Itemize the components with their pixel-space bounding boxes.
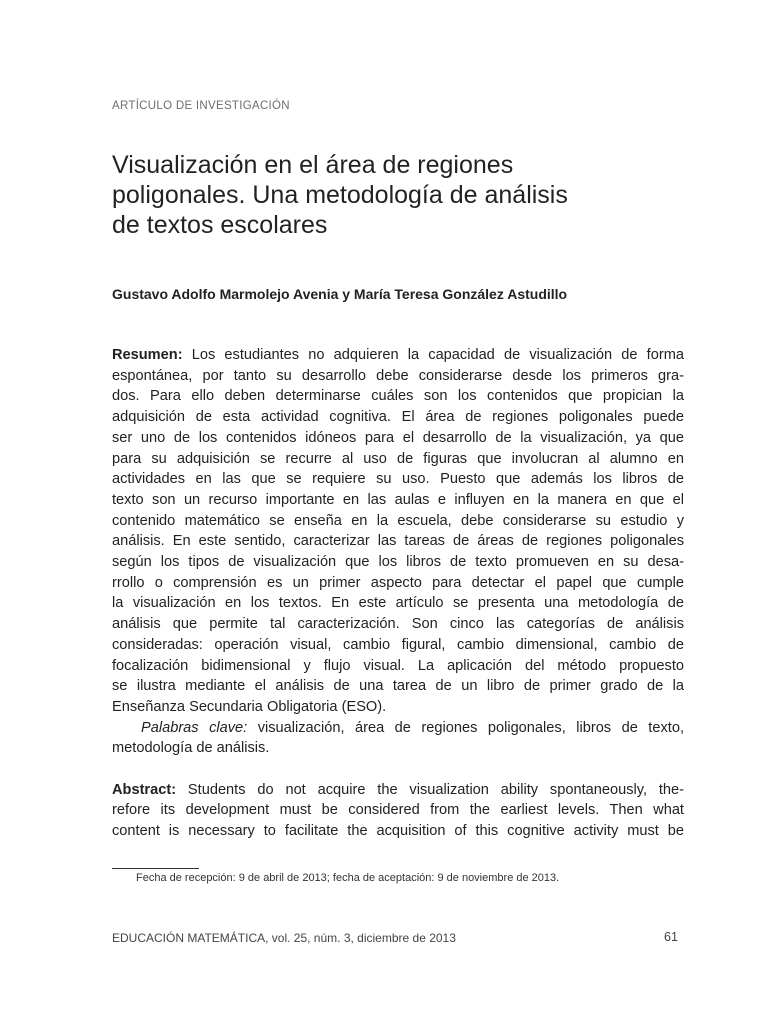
resumen-line: consideradas: operación visual, cambio figural, cambio dimensional, cambio de [112, 636, 684, 653]
abstract-label: Abstract: [112, 781, 177, 798]
resumen-line: dos. Para ello deben determinarse cuáles son los contenidos que propician la [112, 388, 684, 405]
resumen-line: se ilustra mediante el análisis de una tarea de un libro de primer grado de la [112, 678, 684, 695]
resumen-line: texto son un recurso importante en las aulas e influyen en la manera en que el [112, 491, 684, 508]
resumen-label: Resumen: [112, 347, 183, 363]
resumen-line: Enseñanza Secundaria Obligatoria (ESO). [112, 698, 387, 715]
resumen-line: actividades en las que se requiere su uso. Puesto que además los libros de [112, 471, 684, 488]
abstract-block [112, 345, 684, 842]
resumen-line: espontánea, por tanto su desarrollo debe considerarse desde los primeros gra- [112, 367, 684, 384]
resumen-line: focalización bidimensional y flujo visual. La aplicación del método propuesto [112, 657, 684, 674]
resumen-line: rrollo o comprensión es un primer aspecto para detectar el papel que cumple [112, 574, 684, 591]
paragraph-gap [112, 759, 684, 780]
footnote: Fecha de recepción: 9 de abril de 2013; fecha de aceptación: 9 de noviembre de 2013. [136, 872, 560, 884]
title-line: poligonales. Una metodología de análisis [112, 181, 568, 209]
resumen-line: adquisición de esta actividad cognitiva. El área de regiones poligonales puede [112, 409, 684, 426]
resumen-line: según los tipos de visualización que los libros de texto promueven en su desa- [112, 554, 684, 571]
keywords-line [112, 718, 684, 739]
resumen-line: contenido matemático se enseña en la escuela, debe considerarse su estudio y [112, 512, 684, 529]
journal-citation: EDUCACIÓN MATEMÁTICA, vol. 25, núm. 3, diciembre de 2013 [112, 931, 456, 945]
keywords-text: visualización, área de regiones poligonales, libros de texto, [257, 719, 684, 736]
abstract-line: content is necessary to facilitate the acquisition of this cognitive activity must be [112, 823, 684, 840]
resumen-line [112, 345, 684, 366]
resumen-line: la visualización en los textos. En este artículo se presenta una metodología de [112, 595, 684, 612]
resumen-line: para su adquisición se recurre al uso de figuras que involucran al alumno en [112, 450, 684, 467]
article-title [112, 150, 672, 240]
abstract-line [112, 780, 684, 801]
abstract-text: Students do not acquire the visualization ability spontaneously, the- [187, 781, 684, 798]
resumen-line: análisis. En este sentido, caracterizar las tareas de áreas de regiones poligonales [112, 533, 684, 550]
abstract-line: refore its development must be considered from the earliest levels. Then what [112, 802, 684, 819]
title-line: de textos escolares [112, 211, 328, 239]
keywords-line: metodología de análisis. [112, 740, 270, 757]
footnote-rule [112, 868, 199, 869]
authors: Gustavo Adolfo Marmolejo Avenia y María Teresa González Astudillo [112, 286, 568, 302]
title-line: Visualización en el área de regiones [112, 151, 514, 179]
resumen-line: ser uno de los contenidos idóneos para el desarrollo de la visualización, ya que [112, 429, 684, 446]
section-label: ARTÍCULO DE INVESTIGACIÓN [112, 100, 290, 112]
page-number: 61 [664, 930, 678, 944]
keywords-label: Palabras clave: [141, 719, 248, 736]
resumen-text: Los estudiantes no adquieren la capacidad de visualización de forma [191, 347, 684, 363]
resumen-line: análisis que permite tal caracterización. Son cinco las categorías de análisis [112, 616, 684, 633]
